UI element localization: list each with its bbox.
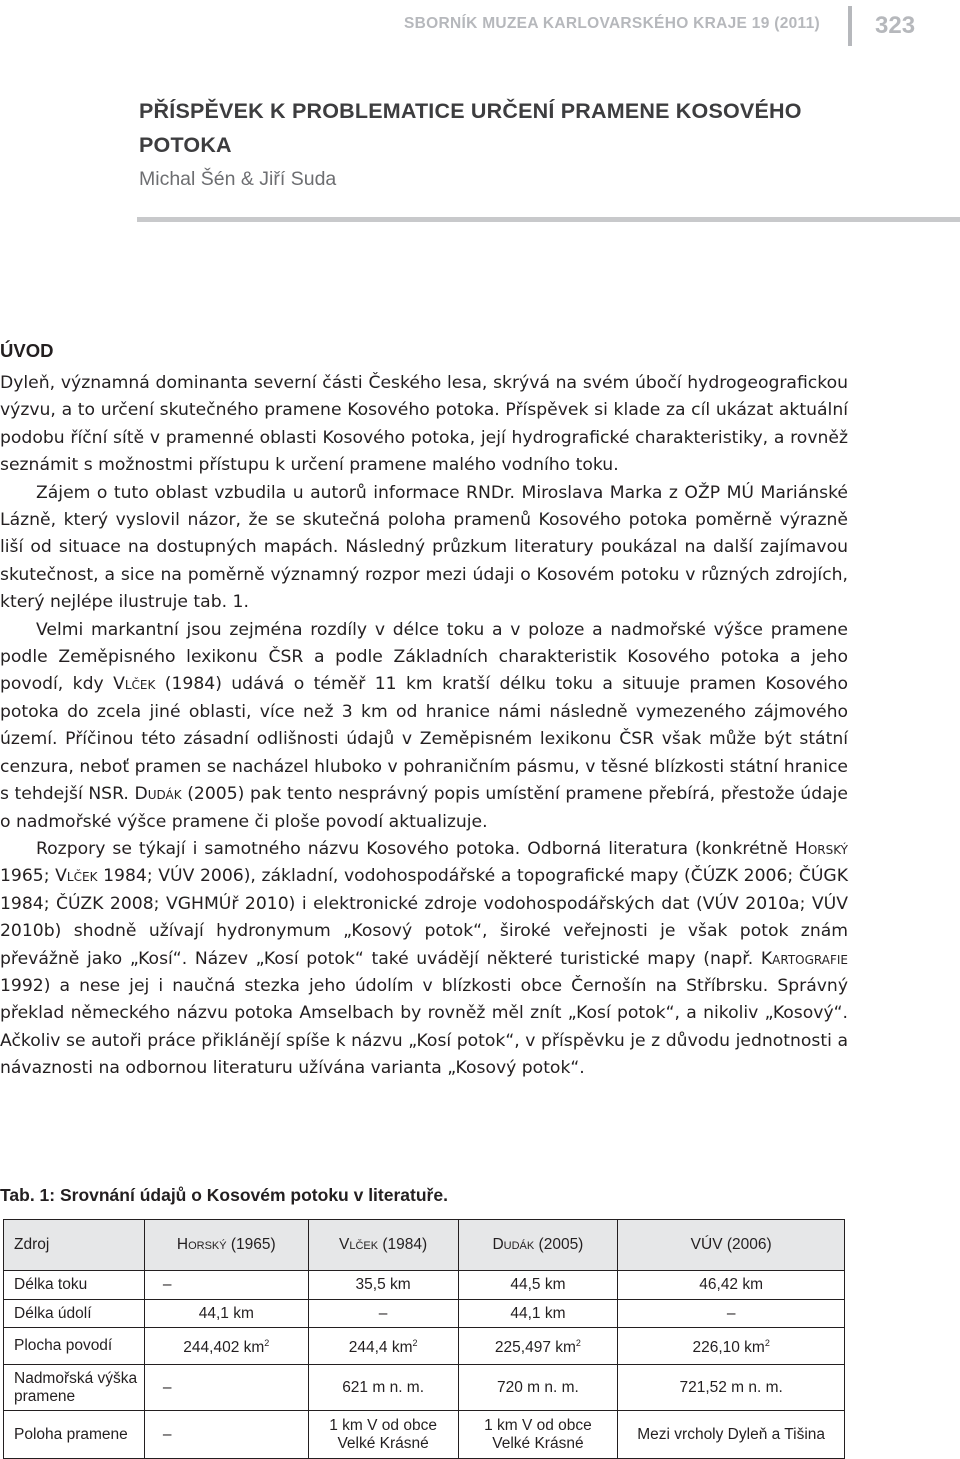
- header-source: Zdroj: [4, 1220, 145, 1271]
- table-cell: 720 m n. m.: [458, 1365, 618, 1411]
- paragraph-1: Dyleň, významná dominanta severní části Českého lesa, skrývá na svém úbočí hydrogeografickou výzvu, a to určení skutečného pramene Kosového potoka. Příspěvek si klade za cíl ukázat aktuální podobu říční sítě v pramenné oblasti Kosového potoka, její hydrografické charakteristiky, a rovněž seznámit s možnostmi přístupu k určení pramene malého vodního toku.: [0, 373, 848, 476]
- citation-author: Horský: [794, 838, 848, 859]
- table-cell: –: [618, 1300, 845, 1328]
- table-cell: [308, 1328, 458, 1365]
- article-title-line1: PŘÍSPĚVEK K PROBLEMATICE URČENÍ PRAMENE KOSOVÉHO: [139, 99, 802, 123]
- header-author: Horský: [176, 1236, 227, 1253]
- table-cell: –: [308, 1300, 458, 1328]
- header-year: (1984): [378, 1236, 428, 1253]
- article-title-line2: POTOKA: [139, 133, 232, 157]
- article-body: [0, 338, 848, 1083]
- table-cell: 44,1 km: [144, 1300, 308, 1328]
- table-cell: –: [144, 1365, 308, 1411]
- table-header-row: [4, 1220, 845, 1271]
- article-authors: Michal Šén & Jiří Suda: [139, 168, 337, 190]
- citation-author: Vlček: [113, 674, 156, 695]
- header-vuv: VÚV (2006): [618, 1220, 845, 1271]
- header-divider: [848, 6, 852, 46]
- paragraph-3-text: (2005) pak tento nesprávný popis umístění pramene přebírá, přestože údaje o nadmořské výšce pramene či ploše povodí aktualizuje.: [0, 784, 848, 832]
- table-cell: 1 km V od obce Velké Krásné: [308, 1411, 458, 1459]
- table-cell: 44,1 km: [458, 1300, 618, 1328]
- paragraph-4-text: 1965;: [0, 866, 56, 887]
- unit-superscript: 2: [264, 1338, 270, 1349]
- table-row: [4, 1271, 845, 1300]
- table-cell: [618, 1328, 845, 1365]
- header-year: (2005): [534, 1236, 584, 1253]
- cell-value: 225,497 km: [494, 1339, 576, 1357]
- paragraph-4-text: 1984; VÚV 2006), základní, vodohospodářské a topografické mapy (ČÚZK 2006; ČÚGK 1984; ČÚZK 2008; VGHMÚř 2010) i elektronické zdroje vodohospodářských dat (VÚV 2010a; VÚV 2010b) shodně užívají hydronymum „Kosový potok“, široké veřejnosti je však potok znám převážně jako „Kosí“. Název „Kosí potok“ také uvádějí některé turistické mapy (např.: [0, 866, 849, 969]
- header-author: Vlček: [339, 1236, 379, 1253]
- table-caption: Tab. 1: Srovnání údajů o Kosovém potoku v literatuře.: [0, 1185, 448, 1205]
- table-cell: Mezi vrcholy Dyleň a Tišina: [618, 1411, 845, 1459]
- paragraph-3: [0, 617, 848, 836]
- article-title-block: [139, 94, 859, 191]
- table-cell: 1 km V od obce Velké Krásné: [458, 1411, 618, 1459]
- table-row: [4, 1328, 845, 1365]
- header-vlcek: [308, 1220, 458, 1271]
- section-heading: ÚVOD: [0, 340, 54, 361]
- row-label: Poloha pramene: [4, 1411, 145, 1459]
- paragraph-3-text: (1984) udává o téměř 11 km kratší délku toku a situuje pramen Kosového potoka do zcela jiné oblasti, více než 3 km od hranice námi následně vymezeného zájmového území. Příčinou této zásadní odlišnosti údajů v Zeměpisném lexikonu ČSR však může být státní cenzura, neboť pramen se nacházel hluboko v pohraničním pásmu, v těsné blízkosti státní hranice s tehdejší NSR.: [0, 674, 848, 805]
- unit-superscript: 2: [412, 1338, 418, 1349]
- paragraph-4-text: Rozpory se týkají i samotného názvu Kosového potoka. Odborná literatura (konkrétně: [36, 838, 795, 859]
- title-divider: [137, 217, 960, 222]
- citation-author: Kartografie: [760, 948, 848, 969]
- paragraph-2: Zájem o tuto oblast vzbudila u autorů informace RNDr. Miroslava Marka z OŽP MÚ Mariánské Lázně, který vyslovil názor, že se skutečná poloha pramenů Kosového potoka poměrně výrazně liší od situace na dostupných mapách. Následný průzkum literatury poukázal na další zajímavou skutečnost, a sice na poměrně významný rozpor mezi údaji o Kosovém potoku v různých zdrojích, který nejlépe ilustruje tab. 1.: [0, 482, 848, 613]
- table-row: [4, 1300, 845, 1328]
- page-number: 323: [875, 12, 916, 39]
- row-label: Délka údolí: [4, 1300, 145, 1328]
- table-row: [4, 1365, 845, 1411]
- row-label: Délka toku: [4, 1271, 145, 1300]
- running-header: [0, 0, 960, 52]
- journal-title: SBORNÍK MUZEA KARLOVARSKÉHO KRAJE 19 (2011): [404, 15, 820, 32]
- cell-value: 226,10 km: [692, 1339, 765, 1357]
- table-cell: 46,42 km: [618, 1271, 845, 1300]
- table-cell: –: [144, 1411, 308, 1459]
- row-label: Plocha povodí: [4, 1328, 145, 1365]
- table-row: [4, 1411, 845, 1459]
- header-dudak: [458, 1220, 618, 1271]
- table-cell: 621 m n. m.: [308, 1365, 458, 1411]
- citation-author: Vlček: [55, 866, 98, 887]
- cell-value: 244,402 km: [183, 1339, 265, 1357]
- row-label: Nadmořská výška pramene: [4, 1365, 145, 1411]
- unit-superscript: 2: [575, 1338, 581, 1349]
- paragraph-4-text: 1992) a nese jej i naučná stezka jeho údolím v blízkosti obce Černošín na Stříbrsku. Správný překlad německého názvu potoka Amselbach by rovněž měl znít „Kosí potok“, a nikoliv „Kosový“. Ačkoliv se autoři práce přiklánějí spíše k názvu „Kosí potok“, v příspěvku je z důvodu jednotnosti a návaznosti na odbornou literaturu užívána varianta „Kosový potok“.: [0, 975, 848, 1079]
- paragraph-3-text: Velmi markantní jsou zejména rozdíly v délce toku a v poloze a nadmořské výšce pramene podle Zeměpisného lexikonu ČSR a podle Základních charakteristik Kosového potoka a jeho povodí, kdy: [0, 619, 848, 695]
- article-title: [139, 94, 859, 162]
- table-cell: [458, 1328, 618, 1365]
- table-cell: –: [144, 1271, 308, 1300]
- cell-value: 244,4 km: [348, 1339, 413, 1357]
- table-cell: 35,5 km: [308, 1271, 458, 1300]
- table-cell: [144, 1328, 308, 1365]
- header-author: Dudák: [492, 1236, 535, 1253]
- header-year: (1965): [226, 1236, 276, 1253]
- unit-superscript: 2: [764, 1338, 770, 1349]
- table-cell: 44,5 km: [458, 1271, 618, 1300]
- comparison-table: [3, 1219, 845, 1459]
- table-cell: 721,52 m n. m.: [618, 1365, 845, 1411]
- paragraph-4: [0, 836, 848, 1083]
- header-horsky: [144, 1220, 308, 1271]
- citation-author: Dudák: [134, 784, 182, 805]
